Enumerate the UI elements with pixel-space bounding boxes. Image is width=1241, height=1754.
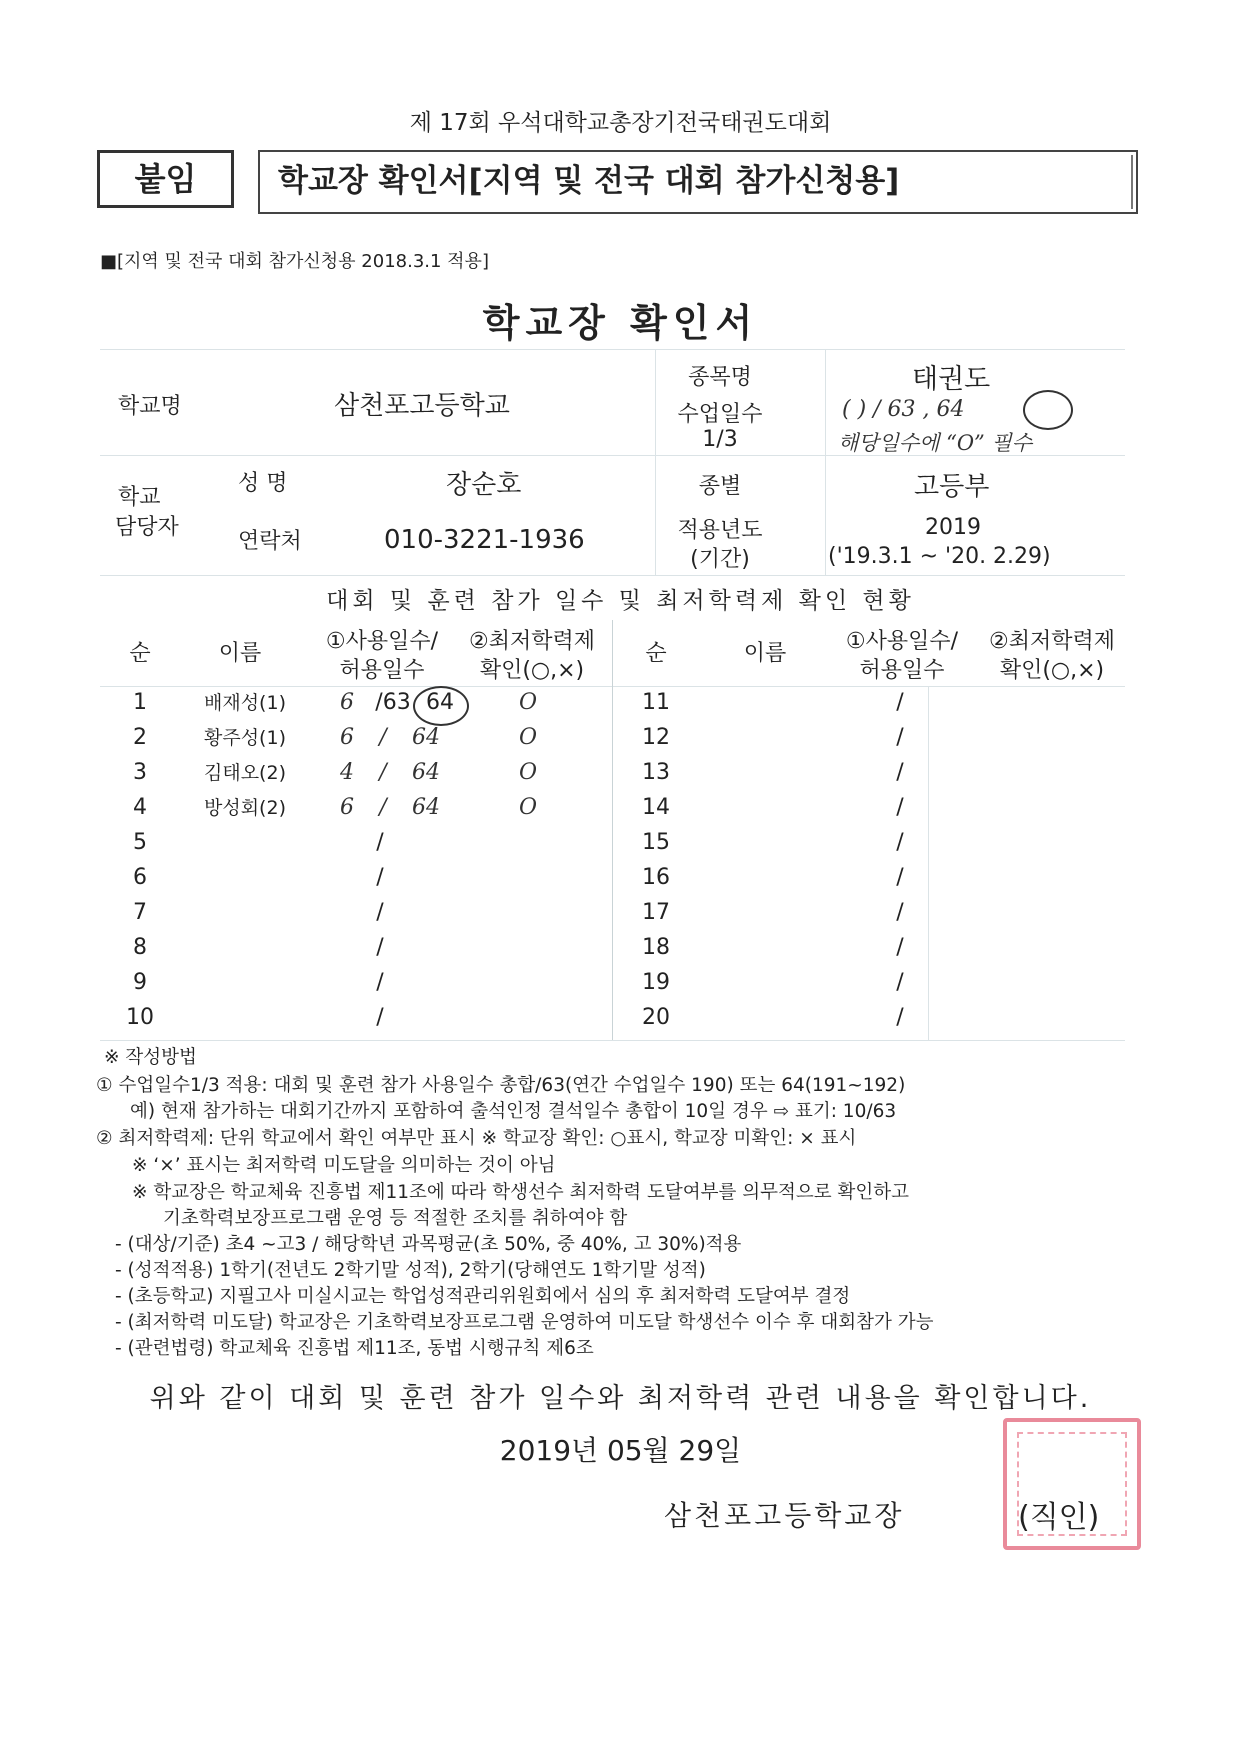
manager-name: 장순호 [446,470,522,500]
row-no: 20 [642,1005,670,1030]
sport-label: 종목명 [688,365,752,390]
row-slash: / [896,970,904,995]
row-slash: / [896,935,904,960]
row-name: 방성회(2) [204,797,286,819]
row-allowed-days: 64 [412,760,440,785]
instruction-line: - (성적적용) 1학기(전년도 2학기말 성적), 2학기(당해연도 1학기말 성적) [115,1260,706,1281]
table-row [0,756,1241,790]
row-used-days: 6 [340,795,354,820]
row-slash: / [379,795,387,820]
info-line [100,575,1125,576]
contact-number: 010-3221-1936 [384,525,585,555]
row-used-days: 6 [340,725,354,750]
row-used-days: 4 [340,760,354,785]
row-no: 18 [642,935,670,960]
selected-64-circle [1023,390,1073,430]
applied-year: 2019 [925,515,981,540]
header-name-left: 이름 [218,641,262,666]
main-title: 학교장 확인서 [482,301,759,345]
table-row [0,931,1241,965]
header-days-right: ①사용일수/ [845,629,959,654]
class-days-value: ( ) / 63 , 64 [842,397,965,422]
period-label: 적용년도 [677,518,763,543]
row-no: 8 [133,935,147,960]
row-slash: / [376,865,384,890]
row-allowed-days: 64 [412,725,440,750]
class-days-label: 수업일수 [677,402,763,427]
table-row [0,686,1241,720]
header-allowed-right: 허용일수 [859,658,945,683]
row-slash: / [896,1005,904,1030]
instruction-line: - (최저학력 미도달) 학교장은 기초학력보장프로그램 운영하여 미도달 학생선수 이수 후 대회참가 가능 [115,1312,934,1333]
row-slash: / [376,900,384,925]
row-slash: / [376,1005,384,1030]
section-title: 대회 및 훈련 참가 일수 및 최저학력제 확인 현황 [326,588,915,614]
school-name: 삼천포고등학교 [334,391,510,421]
class-days-ratio: 1/3 [702,427,738,452]
instruction-line: ※ ‘×’ 표시는 최저학력 미도달을 의미하는 것이 아님 [132,1155,556,1176]
contact-label: 연락처 [238,529,302,554]
table-row [0,861,1241,895]
row-no: 13 [642,760,670,785]
row-no: 10 [126,1005,154,1030]
header-no-right: 순 [645,641,667,666]
instructions-heading: ※ 작성방법 [104,1047,197,1068]
row-no: 1 [133,690,147,715]
header-days-left: ①사용일수/ [325,629,439,654]
instruction-line: ② 최저학력제: 단위 학교에서 확인 여부만 표시 ※ 학교장 확인: ○표시, 학교장 미확인: × 표시 [96,1128,857,1149]
instruction-line: - (초등학교) 지필고사 미실시교는 학업성적관리위원회에서 심의 후 최저학력 도달여부 결정 [115,1286,851,1307]
row-check-mark: O [518,795,538,820]
sport-value: 태권도 [912,364,991,395]
row-no: 11 [642,690,670,715]
row-check-mark: O [518,760,538,785]
row-check-mark: O [518,725,538,750]
row-slash: /63 [375,690,411,715]
row-slash: / [376,970,384,995]
row-no: 4 [133,795,147,820]
table-row [0,1001,1241,1035]
row-no: 16 [642,865,670,890]
row-allowed-days: 64 [426,690,454,715]
table-row [0,896,1241,930]
row-slash: / [376,830,384,855]
name-label: 성 명 [238,471,288,496]
header-check-right: 확인(○,×) [999,658,1105,683]
division-label: 종별 [698,474,742,499]
row-slash: / [896,830,904,855]
principal-signature: 삼천포고등학교장 [664,1499,905,1532]
row-slash: / [376,935,384,960]
row-no: 12 [642,725,670,750]
row-no: 3 [133,760,147,785]
division-value: 고등부 [914,472,990,502]
row-used-days: 6 [340,690,354,715]
row-slash: / [896,760,904,785]
manager-label-line1: 학교 [118,485,161,510]
header-min-right: ②최저학력제 [989,629,1115,654]
row-slash: / [896,865,904,890]
row-slash: / [896,795,904,820]
row-slash: / [379,725,387,750]
row-no: 19 [642,970,670,995]
info-divider [825,349,826,575]
table-row [0,966,1241,1000]
row-no: 9 [133,970,147,995]
row-no: 5 [133,830,147,855]
row-check-mark: O [518,690,538,715]
header-min-left: ②최저학력제 [469,629,595,654]
row-slash: / [896,690,904,715]
row-name: 배재성(1) [204,692,286,714]
period-label-sub: (기간) [690,547,750,572]
row-slash: / [896,900,904,925]
row-no: 7 [133,900,147,925]
instruction-line: - (관련법령) 학교체육 진흥법 제11조, 동법 시행규칙 제6조 [115,1338,594,1359]
table-line [100,1040,1125,1041]
row-no: 15 [642,830,670,855]
row-slash: / [896,725,904,750]
application-note: ■[지역 및 전국 대회 참가신청용 2018.3.1 적용] [100,251,489,272]
attachment-label: 붙임 [97,150,234,208]
row-name: 황주성(1) [204,727,286,749]
instruction-line: 기초학력보장프로그램 운영 등 적절한 조치를 취하여야 함 [163,1208,628,1229]
event-title: 제 17회 우석대학교총장기전국태권도대회 [409,110,832,136]
header-allowed-left: 허용일수 [339,658,425,683]
instruction-line: ① 수업일수1/3 적용: 대회 및 훈련 참가 사용일수 총합/63(연간 수업일수 190) 또는 64(191~192) [96,1075,906,1096]
instruction-line: - (대상/기준) 초4 ~고3 / 해당학년 과목평균(초 50%, 중 40%, 고 30%)적용 [115,1234,742,1255]
instruction-line: ※ 학교장은 학교체육 진흥법 제11조에 따라 학생선수 최저학력 도달여부를 의무적으로 확인하고 [132,1182,909,1203]
info-line [100,349,1125,350]
row-allowed-days: 64 [412,795,440,820]
row-no: 2 [133,725,147,750]
instruction-line: 예) 현재 참가하는 대회기간까지 포함하여 출석인정 결석일수 총합이 10일 경우 ⇨ 표기: 10/63 [130,1101,897,1122]
header-name-right: 이름 [743,641,787,666]
header-no-left: 순 [129,641,151,666]
table-row [0,826,1241,860]
row-no: 14 [642,795,670,820]
row-no: 6 [133,865,147,890]
confirmation-statement: 위와 같이 대회 및 훈련 참가 일수와 최저학력 관련 내용을 확인합니다. [149,1383,1092,1414]
seal-label: (직인) [1018,1500,1100,1535]
table-row [0,721,1241,755]
issue-date: 2019년 05월 29일 [499,1434,742,1467]
row-slash: / [379,760,387,785]
row-name: 김태오(2) [204,762,286,784]
class-days-hint: 해당일수에 “O” 필수 [838,431,1033,455]
applied-period: ('19.3.1 ~ '20. 2.29) [828,544,1051,569]
school-label: 학교명 [118,394,182,419]
table-row [0,791,1241,825]
header-check-left: 확인(○,×) [479,658,585,683]
manager-label-line2: 담당자 [115,515,179,540]
document-subject: 학교장 확인서[지역 및 전국 대회 참가신청용] [258,150,1138,214]
row-no: 17 [642,900,670,925]
